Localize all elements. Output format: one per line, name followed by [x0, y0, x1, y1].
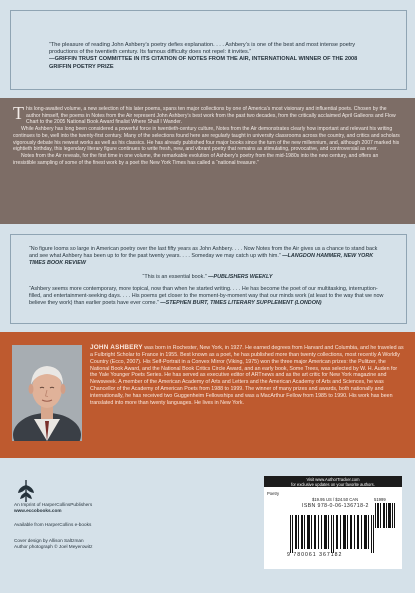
- review-quote-1: [29, 246, 386, 267]
- category-label: Poetry: [267, 491, 280, 496]
- isbn-label: ISBN 978-0-06-136718-2: [302, 503, 369, 509]
- author-name: JOHN ASHBERY: [90, 344, 143, 351]
- publisher-url: www.eccobooks.com: [14, 508, 62, 513]
- imprint-line: An Imprint of HarperCollinsPublishers: [14, 502, 93, 507]
- photo-credit: Author photograph © Joel Meyerowitz: [14, 544, 93, 549]
- review-quote-3-attribution: —STEPHEN BURT, TIMES LITERARY SUPPLEMENT (LONDON): [160, 300, 322, 306]
- top-quote-attribution: —GRIFFIN TRUST COMMITTEE IN ITS CITATION OF NOTES FROM THE AIR, INTERNATIONAL WINNER OF THE 2008 GRIFFIN POETRY PRIZE: [49, 56, 358, 70]
- barcode-icon: [290, 515, 374, 553]
- ecco-logo-icon: [16, 479, 36, 503]
- barcode-digits: 9 780061 367182: [287, 552, 343, 558]
- summary-p1-text: his long-awaited volume, a new selection of his later poems, spans ten major collections by one of America’s most visionary and influential poets. Chosen by the author himself, the poems in Notes from the Air represent John Ashbery’s best work from the past two decades, from the critically acclaimed April Galleons and Flow Chart to the 2005 National Book Award finalist Where Shall I Wander.: [26, 106, 396, 126]
- top-praise-band: [0, 0, 415, 98]
- author-photo: [12, 345, 82, 441]
- price-label: $19.95 US / $24.50 CAN: [312, 497, 359, 502]
- drop-cap: T: [13, 103, 24, 123]
- review-quotes-band: [0, 224, 415, 332]
- author-bio: [90, 345, 405, 407]
- review-quote-2-text: “This is an essential book.”: [142, 274, 207, 280]
- ebook-availability: Available from HarperCollins e-books: [14, 522, 92, 527]
- review-quote-2: [29, 274, 386, 281]
- review-quote-1-text: “No figure looms so large in American poetry over the last fifty years as John Ashbery. . . . Now Notes from the Air gives us a chance to stand back and see what Ashbery has been up to for the past twenty years. . . . Someday we may catch up with him.”: [29, 246, 378, 259]
- price-addon-barcode-icon: [375, 503, 395, 528]
- price-addon-number: 51999: [374, 497, 386, 502]
- summary-band: [0, 98, 415, 224]
- summary-paragraph-1: [13, 103, 402, 126]
- top-quote-text: “The pleasure of reading John Ashbery’s poetry defies explanation. . . . Ashbery’s is one of the best and most intense poetry productions of the twentieth century. Its famous difficulty does not repel: it invites.”: [49, 42, 356, 56]
- author-tracker-text: Visit www.AuthorTracker.com: [306, 477, 360, 482]
- summary-paragraph-3: Notes from the Air reveals, for the first time in one volume, the remarkable evolution of Ashbery’s poetry from the mid-1980s into the new century, and offers an irresistible sampling of some of the finest work by a poet the New York Times has called a “national treasure.”: [13, 152, 379, 166]
- cover-design-credit: Cover design by Allison Saltzman: [14, 538, 84, 543]
- review-quote-3-text: “Ashbery seems more contemporary, more topical, now than when he started writing. . . . He has become the poet of our multitasking, interruption-filled, and entertainment-seeking days. . . . His poems get closer to the moment-by-moment way that our minds work (at least to the way that we now believe they work) than earlier poets have ever come.”: [29, 286, 384, 306]
- summary-paragraph-2: While Ashbery has long been considered a powerful force in twentieth-century culture, Notes from the Air demonstrates clearly how important and relevant his writing continues to be, well into the twenty-first century. Many of the selections found here are regularly taught in university classrooms across the country, and critics and scholars vigorously debate his newest works as well as his classics. He has already published four major books since the turn of the new millennium, and, although 2007 marked his eightieth birthday, this legendary literary figure continues to write fresh, new, and vibrant poetry that remains as stimulating, provocative, and controversial as ever.: [13, 126, 400, 153]
- author-tracker-banner: [264, 476, 402, 487]
- top-praise-quote: [49, 42, 380, 71]
- ecco-side-label: ECCO: [388, 510, 392, 521]
- review-quote-1-attribution: —LANGDON HAMMER, NEW YORK TIMES BOOK REVIEW: [29, 253, 374, 266]
- review-quotes-frame: [10, 234, 407, 324]
- author-bio-band: [0, 332, 415, 458]
- bottom-band: [0, 458, 415, 593]
- author-tracker-subtext: for exclusive updates on your favorite authors.: [291, 482, 375, 487]
- author-bio-text: was born in Rochester, New York, in 1927. He earned degrees from Harvard and Columbia, and he traveled as a Fulbright Scholar to France in 1955. Best known as a poet, he has published more than twenty collections, most recently A Worldly Country (Ecco, 2007). His Self-Portrait in a Convex Mirror (Viking, 1975) won the three major American prizes: the Pulitzer, the National Book Award, and the National Book Critics Circle Award, and an early book, Some Trees, was selected by W. H. Auden for the Yale Younger Poets Series. He has served as executive editor of ARTnews and as the art critic for New York magazine and Newsweek. A member of the American Academy of Arts and Letters and the American Academy of Arts and Sciences, he was Chancellor of the Academy of American Poets from 1988 to 1999. The winner of many prizes and awards, both nationally and internationally, he has received two Guggenheim Fellowships and was a MacArthur Fellow from 1985 to 1990. His work has been translated into more than twenty languages. He lives in New York.: [90, 345, 404, 406]
- top-praise-frame: [10, 10, 407, 90]
- summary-text: [13, 103, 402, 166]
- review-quote-3: [29, 286, 386, 307]
- barcode-panel: [264, 476, 402, 569]
- review-quote-2-attribution: —PUBLISHERS WEEKLY: [208, 274, 273, 280]
